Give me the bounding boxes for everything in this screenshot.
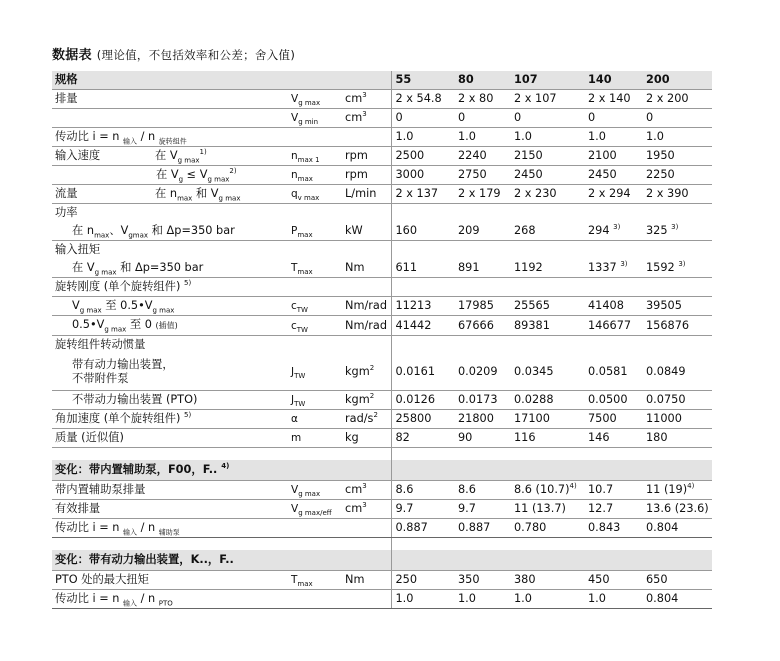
cell: 12.7	[584, 500, 642, 519]
speed-label: 输入速度 在 $V_{g max}^{1)}$	[52, 147, 287, 166]
cell: 13.6 (23.6)	[642, 500, 712, 519]
title-sub: (理论值，不包括效率和公差；舍入值)	[96, 48, 296, 62]
cell: 2 x 140	[584, 90, 642, 109]
unit: kW	[341, 222, 391, 241]
cell: 0	[510, 109, 584, 128]
cell: 1192	[510, 259, 584, 278]
cell: 8.6	[454, 481, 510, 500]
cell: 0.0849	[642, 354, 712, 391]
symbol: $P_{max}$	[287, 222, 341, 241]
row-ratio	[52, 128, 712, 147]
page-title	[52, 44, 295, 63]
power-cond: 在 $n_{max}$、$V_{gmax}$ 和 Δp=350 bar	[52, 222, 287, 241]
stiff2-cond: $0.5•V_{g max}$ 至 0 (插值)	[52, 316, 287, 336]
cell: 2150	[510, 147, 584, 166]
row-stiff2	[52, 316, 712, 336]
cell: 268	[510, 222, 584, 241]
size-107: 107	[510, 71, 584, 90]
row-aux-disp	[52, 481, 712, 500]
row-torque-label	[52, 241, 712, 260]
symbol: m	[287, 429, 341, 448]
symbol: $J_{TW}$	[287, 391, 341, 410]
ratio-label: 传动比 i = n $_{输入}$ / n $_{旋转组件}$	[52, 128, 391, 147]
aux-ratio-label: 传动比 i = n $_{输入}$ / n $_{辅助泵}$	[52, 519, 391, 538]
cell: 0.780	[510, 519, 584, 538]
cell: 2500	[391, 147, 454, 166]
cell: 611	[391, 259, 454, 278]
cell: 0.843	[584, 519, 642, 538]
row-aux-ratio	[52, 519, 712, 538]
cell: 180	[642, 429, 712, 448]
inertia1-cond: 带有动力输出装置， 不带附件泵	[52, 354, 287, 391]
symbol: $V_{g max/eff}$	[287, 500, 341, 519]
cell: 2 x 230	[510, 185, 584, 204]
cell: 2 x 54.8	[391, 90, 454, 109]
section2-header	[52, 460, 712, 481]
row-accel	[52, 410, 712, 429]
cell: 2 x 390	[642, 185, 712, 204]
row-mass	[52, 429, 712, 448]
unit: $cm^3$	[341, 481, 391, 500]
cell: 1.0	[454, 128, 510, 147]
cell: 0	[642, 109, 712, 128]
symbol: $c_{TW}$	[287, 316, 341, 336]
symbol: $V_{g max}$	[287, 481, 341, 500]
cell: 0.0345	[510, 354, 584, 391]
row-power-label	[52, 204, 712, 223]
cell: 1.0	[391, 590, 454, 609]
cell: 11 (13.7)	[510, 500, 584, 519]
cell: 0	[391, 109, 454, 128]
symbol: $V_{g min}$	[287, 109, 341, 128]
cell: 0.0750	[642, 391, 712, 410]
unit: kgm$^2$	[341, 391, 391, 410]
inertia-label: 旋转组件转动惯量	[55, 338, 146, 351]
cell: 891	[454, 259, 510, 278]
cell: 0.0288	[510, 391, 584, 410]
symbol: α	[287, 410, 341, 429]
cell: 2 x 80	[454, 90, 510, 109]
cell: 39505	[642, 297, 712, 316]
header-row	[52, 71, 712, 90]
eff-disp-label: 有效排量	[52, 500, 287, 519]
inertia2-cond: 不带动力输出装置 (PTO)	[52, 391, 287, 410]
cell: 2 x 107	[510, 90, 584, 109]
row-pto-torque	[52, 571, 712, 590]
size-200: 200	[642, 71, 712, 90]
speed2-cond: 在 $V_g \le V_{g max}^{2)}$	[52, 166, 287, 185]
cell: 82	[391, 429, 454, 448]
cell: 2240	[454, 147, 510, 166]
row-stiff1	[52, 297, 712, 316]
unit: kg	[341, 429, 391, 448]
cell: 294 $^{3)}$	[584, 222, 642, 241]
cell: 25800	[391, 410, 454, 429]
row-speed1	[52, 147, 712, 166]
row-stiff-label	[52, 278, 712, 297]
cell: 2750	[454, 166, 510, 185]
title-main: 数据表	[52, 48, 92, 63]
cell: 1337 $^{3)}$	[584, 259, 642, 278]
cell: 17100	[510, 410, 584, 429]
row-inertia-label	[52, 336, 712, 355]
unit: $cm^3$	[341, 500, 391, 519]
symbol: $T_{max}$	[287, 259, 341, 278]
row-disp-max	[52, 90, 712, 109]
size-55: 55	[391, 71, 454, 90]
cell: 1.0	[584, 590, 642, 609]
cell: 0	[584, 109, 642, 128]
data-table	[52, 71, 712, 609]
cell: 1.0	[454, 590, 510, 609]
cell: 1950	[642, 147, 712, 166]
pto-torque-label: PTO 处的最大扭矩	[52, 571, 287, 590]
row-eff-disp	[52, 500, 712, 519]
unit: rpm	[341, 166, 391, 185]
section2-title: 变化：带内置辅助泵，F00，F.. $^{4)}$	[52, 460, 391, 481]
cell: 17985	[454, 297, 510, 316]
symbol: $n_{max 1}$	[287, 147, 341, 166]
unit: Nm	[341, 259, 391, 278]
section3-header	[52, 550, 712, 571]
symbol: $J_{TW}$	[287, 354, 341, 391]
cell: 0.0126	[391, 391, 454, 410]
cell: 11000	[642, 410, 712, 429]
stiff-label: 旋转刚度 (单个旋转组件) $^{5)}$	[52, 278, 391, 297]
cell: 7500	[584, 410, 642, 429]
cell: 0.804	[642, 519, 712, 538]
symbol: $n_{max}$	[287, 166, 341, 185]
cell: 2 x 137	[391, 185, 454, 204]
symbol: $q_{v max}$	[287, 185, 341, 204]
cell: 2250	[642, 166, 712, 185]
header-spec: 规格	[52, 71, 391, 90]
row-speed2	[52, 166, 712, 185]
row-inertia1	[52, 354, 712, 391]
cell: 0	[454, 109, 510, 128]
section3-title: 变化：带有动力输出装置，K..，F..	[52, 550, 391, 571]
symbol: $V_{g max}$	[287, 90, 341, 109]
cell: 146677	[584, 316, 642, 336]
cell: 0.0161	[391, 354, 454, 391]
unit: rpm	[341, 147, 391, 166]
unit: Nm/rad	[341, 316, 391, 336]
cell: 2 x 179	[454, 185, 510, 204]
unit: kgm$^2$	[341, 354, 391, 391]
cell: 0.887	[391, 519, 454, 538]
size-80: 80	[454, 71, 510, 90]
cell: 0.0209	[454, 354, 510, 391]
row-inertia2	[52, 391, 712, 410]
unit: rad/$s^2$	[341, 410, 391, 429]
row-power	[52, 222, 712, 241]
cell: 41442	[391, 316, 454, 336]
cell: 450	[584, 571, 642, 590]
unit: Nm/rad	[341, 297, 391, 316]
row-flow	[52, 185, 712, 204]
cell: 8.6 $(10.7)^{4)}$	[510, 481, 584, 500]
cell: 0.0173	[454, 391, 510, 410]
cell: 2450	[584, 166, 642, 185]
cell: 1592 $^{3)}$	[642, 259, 712, 278]
cell: 1.0	[584, 128, 642, 147]
cell: 0.0500	[584, 391, 642, 410]
cell: 325 $^{3)}$	[642, 222, 712, 241]
cell: 350	[454, 571, 510, 590]
symbol: $c_{TW}$	[287, 297, 341, 316]
unit: $cm^3$	[341, 90, 391, 109]
torque-label: 输入扭矩	[55, 243, 101, 256]
cell: 1.0	[510, 590, 584, 609]
cell: 9.7	[454, 500, 510, 519]
unit: Nm	[341, 571, 391, 590]
cell: 209	[454, 222, 510, 241]
cell: 89381	[510, 316, 584, 336]
cell: 10.7	[584, 481, 642, 500]
row-torque	[52, 259, 712, 278]
cell: 1.0	[391, 128, 454, 147]
cell: 21800	[454, 410, 510, 429]
cell: 2450	[510, 166, 584, 185]
power-label: 功率	[55, 206, 78, 219]
accel-label: 角加速度 (单个旋转组件) $^{5)}$	[52, 410, 287, 429]
mass-label: 质量 (近似值)	[52, 429, 287, 448]
cell: 11 $(19)^{4)}$	[642, 481, 712, 500]
aux-disp-label: 带内置辅助泵排量	[52, 481, 287, 500]
cell: 250	[391, 571, 454, 590]
disp-label: 排量	[52, 90, 287, 109]
cell: 2100	[584, 147, 642, 166]
size-140: 140	[584, 71, 642, 90]
unit: L/min	[341, 185, 391, 204]
cell: 1.0	[510, 128, 584, 147]
cell: 67666	[454, 316, 510, 336]
cell: 3000	[391, 166, 454, 185]
cell: 2 x 294	[584, 185, 642, 204]
cell: 41408	[584, 297, 642, 316]
cell: 90	[454, 429, 510, 448]
pto-ratio-label: 传动比 i = n $_{输入}$ / n $_{PTO}$	[52, 590, 391, 609]
cell: 146	[584, 429, 642, 448]
cell: 380	[510, 571, 584, 590]
unit: $cm^3$	[341, 109, 391, 128]
cell: 9.7	[391, 500, 454, 519]
cell: 0.887	[454, 519, 510, 538]
cell: 11213	[391, 297, 454, 316]
cell: 0.804	[642, 590, 712, 609]
cell: 8.6	[391, 481, 454, 500]
cell: 160	[391, 222, 454, 241]
cell: 650	[642, 571, 712, 590]
cell: 116	[510, 429, 584, 448]
row-pto-ratio	[52, 590, 712, 609]
cell: 156876	[642, 316, 712, 336]
flow-label: 流量 在 $n_{max}$ 和 $V_{g max}$	[52, 185, 287, 204]
cell: 1.0	[642, 128, 712, 147]
cell: 2 x 200	[642, 90, 712, 109]
cell: 0.0581	[584, 354, 642, 391]
row-disp-min	[52, 109, 712, 128]
cell: 25565	[510, 297, 584, 316]
stiff1-cond: $V_{g max}$ 至 $0.5•V_{g max}$	[52, 297, 287, 316]
symbol: $T_{max}$	[287, 571, 341, 590]
torque-cond: 在 $V_{g max}$ 和 Δp=350 bar	[52, 259, 287, 278]
